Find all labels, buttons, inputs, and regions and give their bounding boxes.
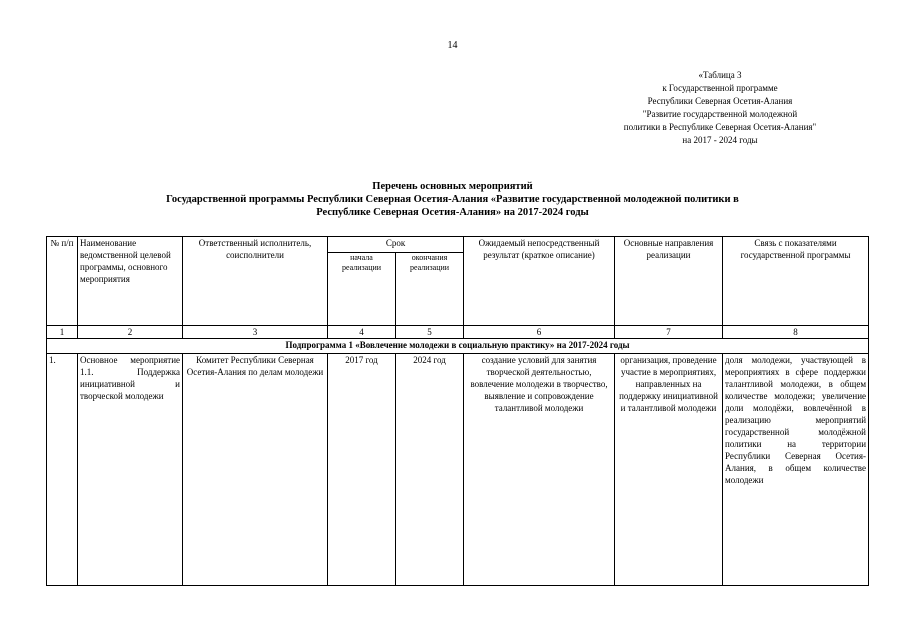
row-link: доля молодежи, участвующей в мероприятиях в сфере поддержки талантливой молодежи, в общем количестве молодежи; увеличение доли молодёжи, вовлечённой в реализацию мероприятий государственной молодёжной политики на территории Республики Северная Осетия-Алания, в общем количестве молодежи xyxy=(723,354,869,586)
column-numbers-row xyxy=(47,326,869,339)
header-executor: Ответственный исполнитель, соисполнители xyxy=(183,237,328,326)
attachment-line: «Таблица 3 xyxy=(698,70,742,80)
column-number: 5 xyxy=(396,326,464,339)
title-line: Республике Северная Осетия-Алания» на 2017-2024 годы xyxy=(316,207,589,218)
header-term: Срок xyxy=(328,237,464,253)
column-number: 3 xyxy=(183,326,328,339)
row-end: 2024 год xyxy=(396,354,464,586)
attachment-line: "Развитие государственной молодежной xyxy=(642,109,798,119)
table-row xyxy=(47,354,869,586)
attachment-line: политики в Республике Северная Осетия-Алания" xyxy=(623,122,817,132)
row-executor: Комитет Республики Северная Осетия-Алания по делам молодежи xyxy=(183,354,328,586)
header-num: № п/п xyxy=(47,237,78,326)
header-result: Ожидаемый непосредственный результат (краткое описание) xyxy=(464,237,615,326)
row-start: 2017 год xyxy=(328,354,396,586)
attachment-line: на 2017 - 2024 годы xyxy=(682,135,758,145)
subprogram-heading: Подпрограмма 1 «Вовлечение молодежи в социальную практику» на 2017-2024 годы xyxy=(47,339,869,354)
header-end: окончания реализации xyxy=(396,253,464,326)
attachment-line: Республики Северная Осетия-Алания xyxy=(647,96,793,106)
measures-table xyxy=(46,236,869,586)
row-directions: организация, проведение участие в мероприятиях, направленных на поддержку инициативной и талантливой молодежи xyxy=(615,354,723,586)
column-number: 4 xyxy=(328,326,396,339)
column-number: 7 xyxy=(615,326,723,339)
column-number: 1 xyxy=(47,326,78,339)
header-start: начала реализации xyxy=(328,253,396,326)
header-name: Наименование ведомственной целевой программы, основного мероприятия xyxy=(78,237,183,326)
title-line: Перечень основных мероприятий xyxy=(372,181,533,192)
title-line: Государственной программы Республики Северная Осетия-Алания «Развитие государственной молодежной политики в xyxy=(166,194,739,205)
table-attachment-note xyxy=(560,69,880,147)
column-number: 8 xyxy=(723,326,869,339)
attachment-line: к Государственной программе xyxy=(662,83,778,93)
row-num: 1. xyxy=(47,354,78,586)
page-number: 14 xyxy=(447,40,458,51)
column-number: 6 xyxy=(464,326,615,339)
header-link: Связь с показателями государственной программы xyxy=(723,237,869,326)
header-directions: Основные направления реализации xyxy=(615,237,723,326)
document-title xyxy=(60,180,845,219)
column-number: 2 xyxy=(78,326,183,339)
row-name: Основное мероприятие 1.1. Поддержка инициативной и творческой молодежи xyxy=(78,354,183,586)
row-result: создание условий для занятия творческой деятельностью, вовлечение молодежи в творчество, выявление и сопровождение талантливой молодежи xyxy=(464,354,615,586)
